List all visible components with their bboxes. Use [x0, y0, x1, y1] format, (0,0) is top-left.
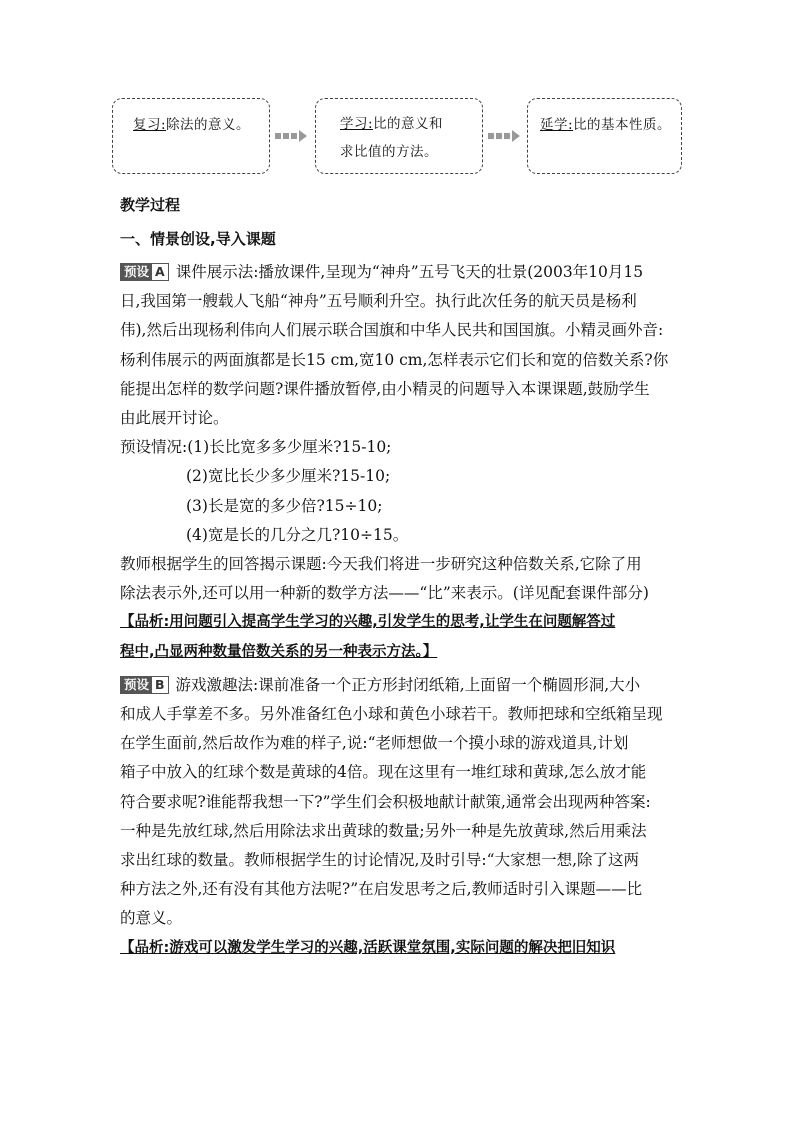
paragraph-line: 杨利伟展示的两面旗都是长15 cm,宽10 cm,怎样表示它们长和宽的倍数关系?你 [120, 350, 669, 369]
paragraph-line: 教师根据学生的回答揭示课题:今天我们将进一步研究这种倍数关系,它除了用 [120, 555, 642, 574]
section-title: 教学过程 [120, 196, 181, 214]
document-body [120, 188, 685, 963]
flow-arrow-icon [275, 130, 311, 142]
flow-key: 复习: [133, 117, 167, 133]
flow-box-review [112, 98, 270, 174]
preset-b [120, 671, 685, 963]
situation-line: (3)长是宽的多少倍?15÷10; [186, 496, 383, 515]
flow-text: 比的意义和 [373, 116, 444, 132]
flow-arrow-icon [488, 130, 524, 142]
analysis-line: 【品析:游戏可以激发学生学习的兴趣,活跃课堂氛围,实际问题的解决把旧知识 [120, 939, 616, 956]
flow-text: 比的基本性质。 [573, 117, 672, 133]
paragraph-line: 预设 B 游戏激趣法:课前准备一个正方形封闭纸箱,上面留一个椭圆形洞,大小 [120, 671, 685, 700]
subsection-title: 一、情景创设,导入课题 [120, 230, 276, 248]
paragraph-line: 由此展开讨论。 [120, 409, 229, 428]
paragraph-line: 的意义。 [120, 909, 183, 928]
paragraph-line: 一种是先放红球,然后用除法求出黄球的数量;另外一种是先放黄球,然后用乘法 [120, 821, 647, 840]
paragraph-line: 日,我国第一艘载人飞船“神舟”五号顺利升空。执行此次任务的航天员是杨利 [120, 292, 637, 311]
paragraph-line: 和成人手掌差不多。另外准备红色小球和黄色小球若干。教师把球和空纸箱呈现 [120, 705, 663, 724]
paragraph-line: 在学生面前,然后故作为难的样子,说:“老师想做一个摸小球的游戏道具,计划 [120, 734, 629, 753]
analysis-line: 【品析:用问题引入提高学生学习的兴趣,引发学生的思考,让学生在问题解答过 [120, 614, 616, 631]
paragraph-line: 能提出怎样的数学问题?课件播放暂停,由小精灵的问题导入本课课题,鼓励学生 [120, 379, 650, 398]
paragraph-line: 预设 A 课件展示法:播放课件,呈现为“神舟”五号飞天的壮景(2003年10月15 [120, 258, 685, 287]
paragraph-line: 种方法之外,还有没有其他方法呢?”在启发思考之后,教师适时引入课题——比 [120, 880, 643, 899]
flow-diagram [112, 98, 682, 176]
paragraph-line: 除法表示外,还可以用一种新的数学方法——“比”来表示。(详见配套课件部分) [120, 584, 649, 603]
paragraph-line: 符合要求呢?谁能帮我想一下?”学生们会积极地献计献策,通常会出现两种答案: [120, 792, 651, 811]
situation-line: (4)宽是长的几分之几?10÷15。 [186, 525, 409, 544]
flow-box-extend [527, 98, 682, 174]
preset-a-tag: 预设 A [120, 263, 169, 281]
flow-box-learn [315, 98, 483, 174]
paragraph-line: 伟),然后出现杨利伟向人们展示联合国旗和中华人民共和国国旗。小精灵画外音: [120, 321, 664, 340]
flow-key: 学习: [340, 116, 374, 132]
situation-line: 预设情况:(1)长比宽多多少厘米?15-10; [120, 438, 392, 457]
paragraph-line: 求出红球的数量。教师根据学生的讨论情况,及时引导:“大家想一想,除了这两 [120, 851, 640, 870]
flow-key: 延学: [540, 117, 574, 133]
preset-a [120, 258, 685, 667]
flow-text: 求比值的方法。 [340, 144, 438, 160]
preset-b-tag: 预设 B [120, 676, 169, 694]
paragraph-line: 箱子中放入的红球个数是黄球的4倍。现在这里有一堆红球和黄球,怎么放才能 [120, 763, 647, 782]
flow-text: 除法的意义。 [166, 117, 251, 133]
situation-line: (2)宽比长少多少厘米?15-10; [186, 467, 391, 486]
analysis-line: 程中,凸显两种数量倍数关系的另一种表示方法。】 [120, 643, 438, 660]
